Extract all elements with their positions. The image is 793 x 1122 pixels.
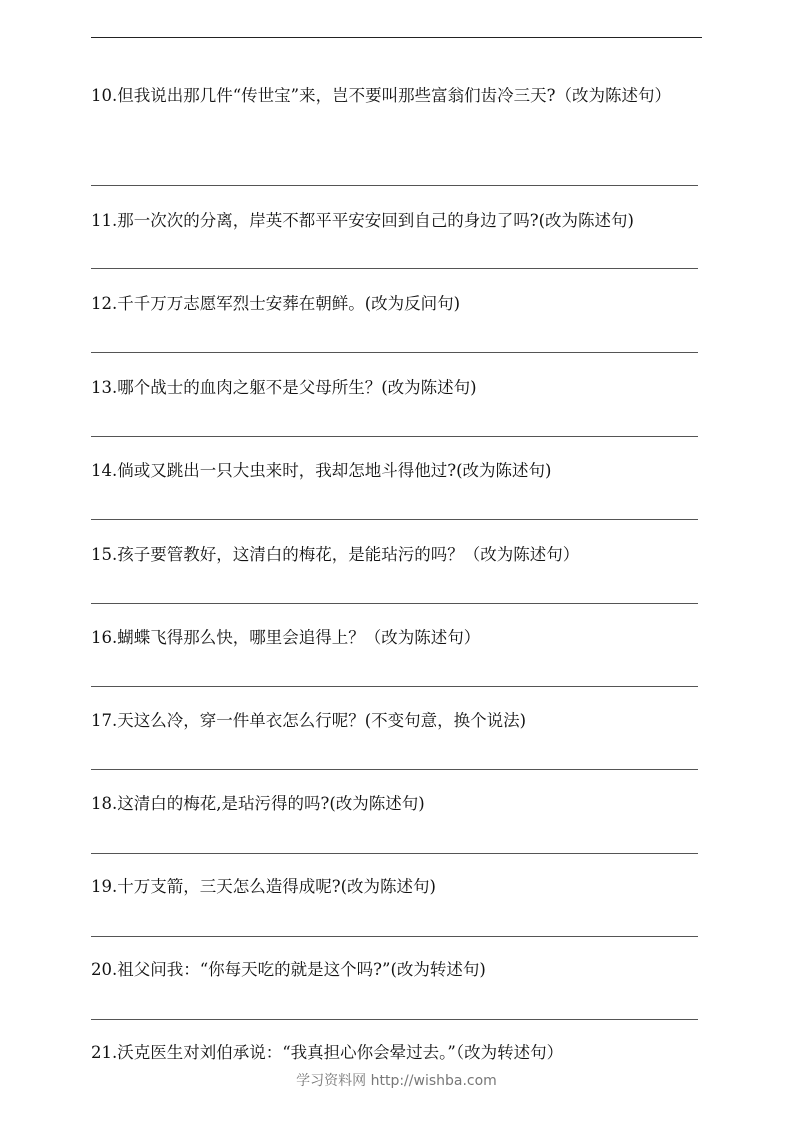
question-12: 12.千千万万志愿军烈士安葬在朝鲜。(改为反问句) [91, 294, 461, 313]
question-16: 16.蝴蝶飞得那么快，哪里会追得上？（改为陈述句） [91, 628, 481, 647]
question-20: 20.祖父问我：“你每天吃的就是这个吗?”(改为转述句) [91, 960, 486, 979]
question-13: 13.哪个战士的血肉之躯不是父母所生？(改为陈述句) [91, 378, 477, 397]
answer-line-13 [91, 436, 698, 437]
answer-line-14 [91, 519, 698, 520]
header-rule [91, 37, 702, 38]
answer-line-17 [91, 769, 698, 770]
question-17: 17.天这么冷，穿一件单衣怎么行呢？(不变句意，换个说法) [91, 711, 527, 730]
question-14: 14.倘或又跳出一只大虫来时，我却怎地斗得他过?(改为陈述句) [91, 461, 552, 480]
answer-line-11 [91, 268, 698, 269]
question-10: 10.但我说出那几件“传世宝”来，岂不要叫那些富翁们齿冷三天?（改为陈述句） [91, 86, 671, 105]
answer-line-20 [91, 1019, 698, 1020]
question-11: 11.那一次次的分离，岸英不都平平安安回到自己的身边了吗?(改为陈述句) [91, 211, 634, 230]
answer-line-19 [91, 936, 698, 937]
question-15: 15.孩子要管教好，这清白的梅花，是能玷污的吗？（改为陈述句） [91, 545, 580, 564]
question-19: 19.十万支箭，三天怎么造得成呢?(改为陈述句) [91, 877, 436, 896]
answer-line-15 [91, 603, 698, 604]
answer-line-18 [91, 853, 698, 854]
question-18: 18.这清白的梅花,是玷污得的吗?(改为陈述句) [91, 794, 425, 813]
answer-line-16 [91, 686, 698, 687]
question-21: 21.沃克医生对刘伯承说：“我真担心你会晕过去。”（改为转述句） [91, 1043, 564, 1062]
answer-line-10 [91, 185, 698, 186]
answer-line-12 [91, 352, 698, 353]
footer-watermark: 学习资料网 http://wishba.com [296, 1073, 497, 1089]
